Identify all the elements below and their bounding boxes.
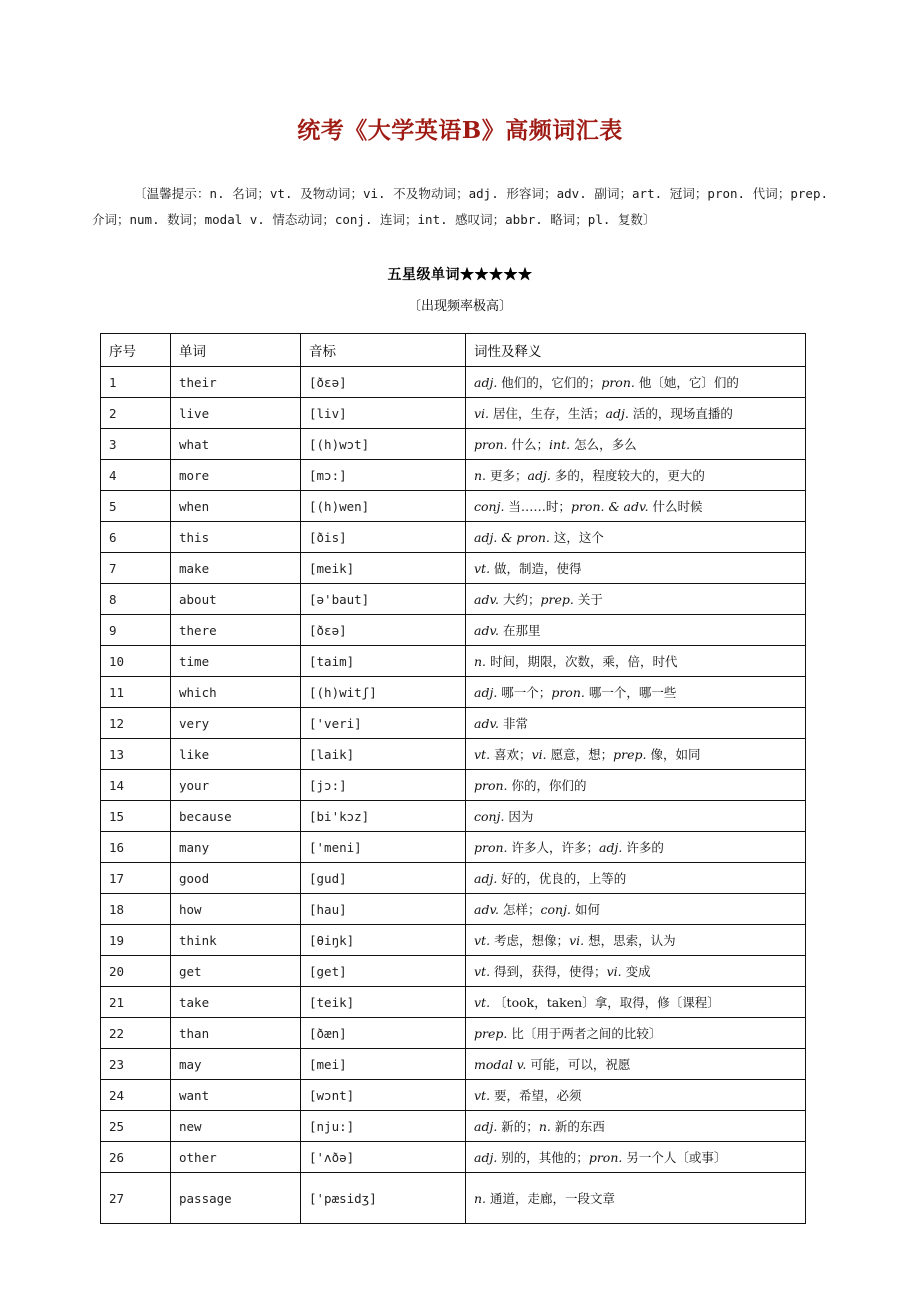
cell-phonetic: [(h)wɔt] — [301, 429, 466, 460]
part-of-speech: adv. — [474, 592, 500, 608]
cell-definition — [466, 832, 806, 863]
table-row — [101, 1080, 806, 1111]
part-of-speech: pron. — [474, 778, 508, 794]
cell-phonetic: [ðεə] — [301, 615, 466, 646]
cell-index: 4 — [101, 460, 171, 491]
cell-word: more — [171, 460, 301, 491]
cell-definition — [466, 894, 806, 925]
cell-word: passage — [171, 1173, 301, 1224]
definition-text: 通道，走廊，一段文章 — [490, 1191, 616, 1207]
definition-text: 更多； — [490, 468, 528, 484]
cell-index: 9 — [101, 615, 171, 646]
part-of-speech: adj. & pron. — [474, 530, 550, 546]
table-row — [101, 677, 806, 708]
cell-phonetic: [mei] — [301, 1049, 466, 1080]
cell-index: 25 — [101, 1111, 171, 1142]
part-of-speech: adj. — [474, 375, 498, 391]
part-of-speech: vi. — [569, 933, 585, 949]
cell-definition — [466, 398, 806, 429]
table-row — [101, 1049, 806, 1080]
table-row — [101, 460, 806, 491]
definition-text: 像，如同 — [650, 747, 701, 763]
column-header-phonetic: 音标 — [301, 334, 466, 367]
definition-text: 新的东西 — [554, 1119, 605, 1135]
definition-text: 关于 — [577, 592, 603, 608]
cell-index: 27 — [101, 1173, 171, 1224]
definition-text: 怎么，多么 — [574, 437, 637, 453]
cell-index: 16 — [101, 832, 171, 863]
definition-text: 当……时； — [508, 499, 571, 515]
part-of-speech: adv. — [474, 902, 500, 918]
legend-note: 〔温馨提示：n. 名词；vt. 及物动词；vi. 不及物动词；adj. 形容词；adv. 副词；art. 冠词；pron. 代词；prep. 介词；num. 数词；modal v. 情态动词；conj. 连词；int. 感叹词；abbr. 略词；pl. 复数〕 — [92, 186, 828, 227]
part-of-speech: pron. — [588, 1150, 623, 1166]
cell-word: your — [171, 770, 301, 801]
cell-index: 18 — [101, 894, 171, 925]
definition-text: 因为 — [508, 809, 534, 825]
cell-word: time — [171, 646, 301, 677]
definition-text: 比〔用于两者之间的比较〕 — [511, 1026, 662, 1042]
cell-word: very — [171, 708, 301, 739]
part-of-speech: conj. — [474, 499, 505, 515]
part-of-speech: n. — [474, 1191, 487, 1207]
table-row — [101, 1111, 806, 1142]
part-of-speech: pron. — [601, 375, 635, 391]
column-header-word: 单词 — [171, 334, 301, 367]
cell-index: 11 — [101, 677, 171, 708]
cell-phonetic: [ðεə] — [301, 367, 466, 398]
cell-word: take — [171, 987, 301, 1018]
definition-text: 在那里 — [503, 623, 541, 639]
cell-phonetic: [θiŋk] — [301, 925, 466, 956]
cell-phonetic: ['meni] — [301, 832, 466, 863]
table-row — [101, 708, 806, 739]
table-row — [101, 553, 806, 584]
cell-phonetic: [ðis] — [301, 522, 466, 553]
part-of-speech: adj. — [527, 468, 551, 484]
definition-text: 什么时候 — [652, 499, 703, 515]
table-row — [101, 801, 806, 832]
cell-definition — [466, 1018, 806, 1049]
cell-word: may — [171, 1049, 301, 1080]
part-of-speech: prep. — [613, 747, 647, 763]
part-of-speech: conj. — [474, 809, 505, 825]
part-of-speech: adj. — [474, 1150, 498, 1166]
cell-word: many — [171, 832, 301, 863]
vocabulary-table-container — [0, 314, 920, 1224]
cell-index: 5 — [101, 491, 171, 522]
cell-definition — [466, 677, 806, 708]
cell-definition — [466, 367, 806, 398]
cell-phonetic: [wɔnt] — [301, 1080, 466, 1111]
part-of-speech: vt. — [474, 995, 491, 1011]
cell-index: 22 — [101, 1018, 171, 1049]
part-of-speech: adj. — [599, 840, 623, 856]
definition-text: 怎样； — [503, 902, 541, 918]
cell-phonetic: [gud] — [301, 863, 466, 894]
table-row — [101, 832, 806, 863]
table-row — [101, 739, 806, 770]
cell-definition — [466, 1142, 806, 1173]
definition-text: 〔took，taken〕拿，取得，修〔课程〕 — [494, 995, 720, 1011]
definition-text: 你的，你们的 — [511, 778, 587, 794]
cell-phonetic: [bi'kɔz] — [301, 801, 466, 832]
table-row — [101, 398, 806, 429]
definition-text: 另一个人〔或事〕 — [626, 1150, 727, 1166]
cell-index: 21 — [101, 987, 171, 1018]
part-of-speech: adj. — [474, 685, 498, 701]
definition-text: 要，希望，必须 — [494, 1088, 582, 1104]
cell-index: 20 — [101, 956, 171, 987]
part-of-speech: prep. — [540, 592, 574, 608]
part-of-speech: vt. — [474, 964, 491, 980]
definition-text: 多的，程度较大的，更大的 — [554, 468, 705, 484]
definition-text: 许多的 — [626, 840, 664, 856]
table-row — [101, 1173, 806, 1224]
cell-word: other — [171, 1142, 301, 1173]
table-row — [101, 1142, 806, 1173]
cell-word: about — [171, 584, 301, 615]
part-of-speech: pron. — [474, 840, 508, 856]
part-of-speech: adj. — [474, 871, 498, 887]
definition-text: 他们的，它们的； — [501, 375, 602, 391]
definition-text: 许多人，许多； — [511, 840, 600, 856]
cell-index: 12 — [101, 708, 171, 739]
part-of-speech: adv. — [474, 623, 500, 639]
cell-index: 14 — [101, 770, 171, 801]
definition-text: 什么； — [511, 437, 550, 453]
cell-word: their — [171, 367, 301, 398]
definition-text: 考虑，想像； — [494, 933, 570, 949]
part-of-speech: vi. — [531, 747, 547, 763]
definition-text: 他〔她，它〕们的 — [638, 375, 739, 391]
table-row — [101, 894, 806, 925]
cell-index: 24 — [101, 1080, 171, 1111]
part-of-speech: vt. — [474, 561, 491, 577]
definition-text: 这，这个 — [553, 530, 604, 546]
cell-definition — [466, 708, 806, 739]
definition-text: 愿意，想； — [550, 747, 614, 763]
part-of-speech: pron. — [551, 685, 585, 701]
cell-word: what — [171, 429, 301, 460]
definition-text: 非常 — [503, 716, 529, 732]
definition-text: 哪一个，哪一些 — [588, 685, 677, 701]
cell-index: 2 — [101, 398, 171, 429]
cell-index: 13 — [101, 739, 171, 770]
cell-definition — [466, 739, 806, 770]
cell-definition — [466, 429, 806, 460]
part-of-speech: n. — [538, 1119, 551, 1135]
cell-definition — [466, 646, 806, 677]
cell-phonetic: [nju:] — [301, 1111, 466, 1142]
part-of-speech: n. — [474, 468, 487, 484]
vocabulary-table — [100, 333, 806, 1224]
cell-word: make — [171, 553, 301, 584]
cell-phonetic: [mɔ:] — [301, 460, 466, 491]
cell-definition — [466, 1049, 806, 1080]
cell-word: live — [171, 398, 301, 429]
part-of-speech: prep. — [474, 1026, 508, 1042]
part-of-speech: vt. — [474, 933, 491, 949]
cell-definition — [466, 1080, 806, 1111]
table-header-row — [101, 334, 806, 367]
cell-definition — [466, 1173, 806, 1224]
definition-text: 可能，可以，祝愿 — [530, 1057, 631, 1073]
cell-phonetic: [(h)witʃ] — [301, 677, 466, 708]
definition-text: 时间，期限，次数，乘，倍，时代 — [490, 654, 678, 670]
cell-phonetic: [liv] — [301, 398, 466, 429]
cell-definition — [466, 770, 806, 801]
section-subheading: 〔出现频率极高〕 — [407, 299, 512, 315]
cell-index: 1 — [101, 367, 171, 398]
cell-phonetic: ['pæsidʒ] — [301, 1173, 466, 1224]
definition-text: 别的，其他的； — [501, 1150, 589, 1166]
cell-word: get — [171, 956, 301, 987]
table-row — [101, 956, 806, 987]
cell-definition — [466, 1111, 806, 1142]
cell-phonetic: [laik] — [301, 739, 466, 770]
table-row — [101, 770, 806, 801]
table-row — [101, 522, 806, 553]
cell-index: 17 — [101, 863, 171, 894]
part-of-speech: conj. — [540, 902, 571, 918]
cell-index: 7 — [101, 553, 171, 584]
cell-index: 23 — [101, 1049, 171, 1080]
table-row — [101, 1018, 806, 1049]
table-row — [101, 863, 806, 894]
table-row — [101, 584, 806, 615]
cell-index: 3 — [101, 429, 171, 460]
definition-text: 喜欢； — [494, 747, 532, 763]
cell-word: new — [171, 1111, 301, 1142]
cell-phonetic: ['ʌðə] — [301, 1142, 466, 1173]
part-of-speech: adj. — [605, 406, 629, 422]
cell-word: like — [171, 739, 301, 770]
cell-definition — [466, 460, 806, 491]
cell-phonetic: [hau] — [301, 894, 466, 925]
cell-word: which — [171, 677, 301, 708]
definition-text: 哪一个； — [501, 685, 552, 701]
part-of-speech: vt. — [474, 1088, 491, 1104]
section-heading: 五星级单词★★★★★ — [387, 267, 533, 284]
cell-phonetic: [get] — [301, 956, 466, 987]
cell-index: 10 — [101, 646, 171, 677]
cell-index: 26 — [101, 1142, 171, 1173]
table-body — [101, 367, 806, 1224]
cell-phonetic: [meik] — [301, 553, 466, 584]
part-of-speech: n. — [474, 654, 487, 670]
cell-word: this — [171, 522, 301, 553]
cell-word: there — [171, 615, 301, 646]
cell-phonetic: [taim] — [301, 646, 466, 677]
definition-text: 大约； — [503, 592, 541, 608]
table-row — [101, 367, 806, 398]
cell-word: think — [171, 925, 301, 956]
cell-phonetic: [(h)wen] — [301, 491, 466, 522]
cell-phonetic: [ðæn] — [301, 1018, 466, 1049]
cell-definition — [466, 491, 806, 522]
cell-word: than — [171, 1018, 301, 1049]
cell-index: 8 — [101, 584, 171, 615]
cell-word: when — [171, 491, 301, 522]
cell-word: how — [171, 894, 301, 925]
part-of-speech: vi. — [474, 406, 490, 422]
cell-word: because — [171, 801, 301, 832]
cell-word: good — [171, 863, 301, 894]
table-row — [101, 615, 806, 646]
cell-index: 15 — [101, 801, 171, 832]
cell-definition — [466, 863, 806, 894]
definition-text: 新的； — [501, 1119, 539, 1135]
definition-text: 得到，获得，使得； — [494, 964, 607, 980]
definition-text: 做，制造，使得 — [494, 561, 582, 577]
cell-phonetic: [jɔ:] — [301, 770, 466, 801]
definition-text: 如何 — [574, 902, 600, 918]
part-of-speech: pron. — [474, 437, 508, 453]
column-header-definition: 词性及释义 — [466, 334, 806, 367]
table-row — [101, 925, 806, 956]
column-header-index: 序号 — [101, 334, 171, 367]
cell-phonetic: [ə'baut] — [301, 584, 466, 615]
part-of-speech: pron. & adv. — [570, 499, 649, 515]
table-row — [101, 429, 806, 460]
definition-text: 想，思索，认为 — [588, 933, 676, 949]
definition-text: 变成 — [625, 964, 651, 980]
part-of-speech: modal v. — [474, 1057, 527, 1073]
part-of-speech: vi. — [606, 964, 622, 980]
definition-text: 好的，优良的，上等的 — [501, 871, 627, 887]
cell-definition — [466, 615, 806, 646]
part-of-speech: vt. — [474, 747, 491, 763]
part-of-speech: adj. — [474, 1119, 498, 1135]
table-row — [101, 646, 806, 677]
part-of-speech: adv. — [474, 716, 500, 732]
definition-text: 居住，生存，生活； — [493, 406, 606, 422]
cell-definition — [466, 801, 806, 832]
part-of-speech: int. — [549, 437, 571, 453]
cell-index: 19 — [101, 925, 171, 956]
cell-definition — [466, 522, 806, 553]
cell-phonetic: ['veri] — [301, 708, 466, 739]
cell-definition — [466, 987, 806, 1018]
cell-definition — [466, 956, 806, 987]
table-row — [101, 987, 806, 1018]
cell-definition — [466, 925, 806, 956]
table-row — [101, 491, 806, 522]
cell-phonetic: [teik] — [301, 987, 466, 1018]
cell-definition — [466, 584, 806, 615]
cell-definition — [466, 553, 806, 584]
definition-text: 活的，现场直播的 — [632, 406, 733, 422]
cell-index: 6 — [101, 522, 171, 553]
cell-word: want — [171, 1080, 301, 1111]
page-title: 统考《大学英语B》高频词汇表 — [297, 117, 623, 144]
